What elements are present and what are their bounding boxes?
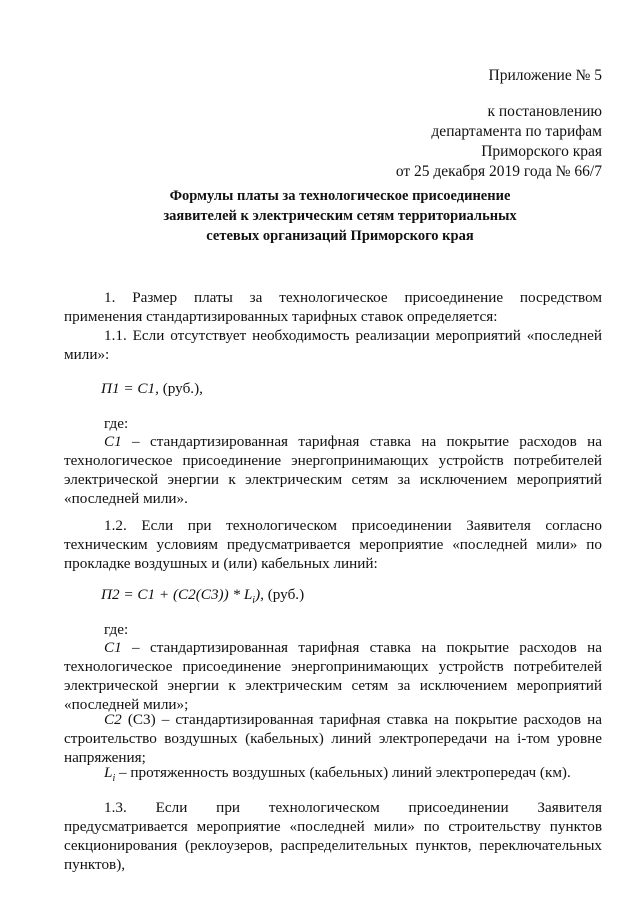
formula-p2: [64, 585, 602, 610]
formula-p2-close: ),: [255, 586, 264, 603]
paragraph-1-2: 1.2. Если при технологическом присоединении Заявителя согласно техническим условиям предусматривается мероприятие «последней мили» по прокладке воздушных и (или) кабельных линий:: [64, 517, 602, 572]
heading-line-1: Формулы платы за технологическое присоединение: [169, 188, 511, 204]
definition-c1-first: [64, 432, 602, 508]
document-heading: [80, 186, 600, 246]
symbol-c1: С1: [104, 433, 122, 450]
symbol-l-subscript: i: [112, 773, 116, 785]
heading-line-2: заявителей к электрическим сетям территориальных: [163, 208, 517, 224]
appendix-block: [396, 66, 602, 182]
formula-p2-unit: (руб.): [263, 586, 305, 603]
symbol-l: L: [104, 764, 113, 781]
paragraph-1-3: 1.3. Если при технологическом присоединении Заявителя предусматривается мероприятие «последней мили» по строительству пунктов секционирования (реклоузеров, распределительных пунктов, переключательных пунктов),: [64, 799, 602, 873]
formula-p2-subscript: i: [252, 595, 256, 607]
definition-c1-text: – стандартизированная тарифная ставка на покрытие расходов на технологическое присоединение энергопринимающих устройств потребителей электрической энергии к электрическим сетям за исключением мероприятий «последней мили».: [64, 433, 602, 507]
heading-line-3: сетевых организаций Приморского края: [206, 228, 474, 244]
symbol-c1-2: С1: [104, 639, 122, 656]
where-label-1: где:: [104, 415, 129, 432]
definition-li: [64, 763, 602, 788]
appendix-title: Приложение № 5: [488, 67, 602, 84]
where-label-2: где:: [104, 621, 129, 638]
definition-c2: [64, 710, 602, 767]
appendix-line-1: к постановлению: [487, 103, 602, 120]
definition-c2-text: (С3) – стандартизированная тарифная ставка на покрытие расходов на строительство воздушных (кабельных) линий электропередачи на i-том уровне напряжения;: [64, 711, 602, 766]
formula-p1: [64, 379, 602, 398]
formula-p1-unit: (руб.),: [158, 380, 203, 397]
paragraph-1-1: 1.1. Если отсутствует необходимость реализации мероприятий «последней мили»:: [64, 327, 602, 363]
appendix-line-3: Приморского края: [481, 143, 602, 160]
definition-c1-2-text: – стандартизированная тарифная ставка на покрытие расходов на технологическое присоединение энергопринимающих устройств потребителей электрической энергии к электрическим сетям за исключением мероприятий «последней мили»;: [64, 639, 602, 713]
formula-p2-expression: П2 = С1 + (С2(С3)) * L: [101, 586, 253, 603]
symbol-c2: С2: [104, 711, 122, 728]
formula-p1-expression: П1 = С1,: [101, 380, 159, 397]
definition-li-text: – протяженность воздушных (кабельных) линий электропередач (км).: [115, 764, 571, 781]
definition-c1-second: [64, 638, 602, 714]
appendix-line-2: департамента по тарифам: [431, 123, 602, 140]
paragraph-1: 1. Размер платы за технологическое присоединение посредством применения стандартизированных тарифных ставок определяется:: [64, 289, 602, 325]
appendix-line-4: от 25 декабря 2019 года № 66/7: [395, 163, 602, 180]
